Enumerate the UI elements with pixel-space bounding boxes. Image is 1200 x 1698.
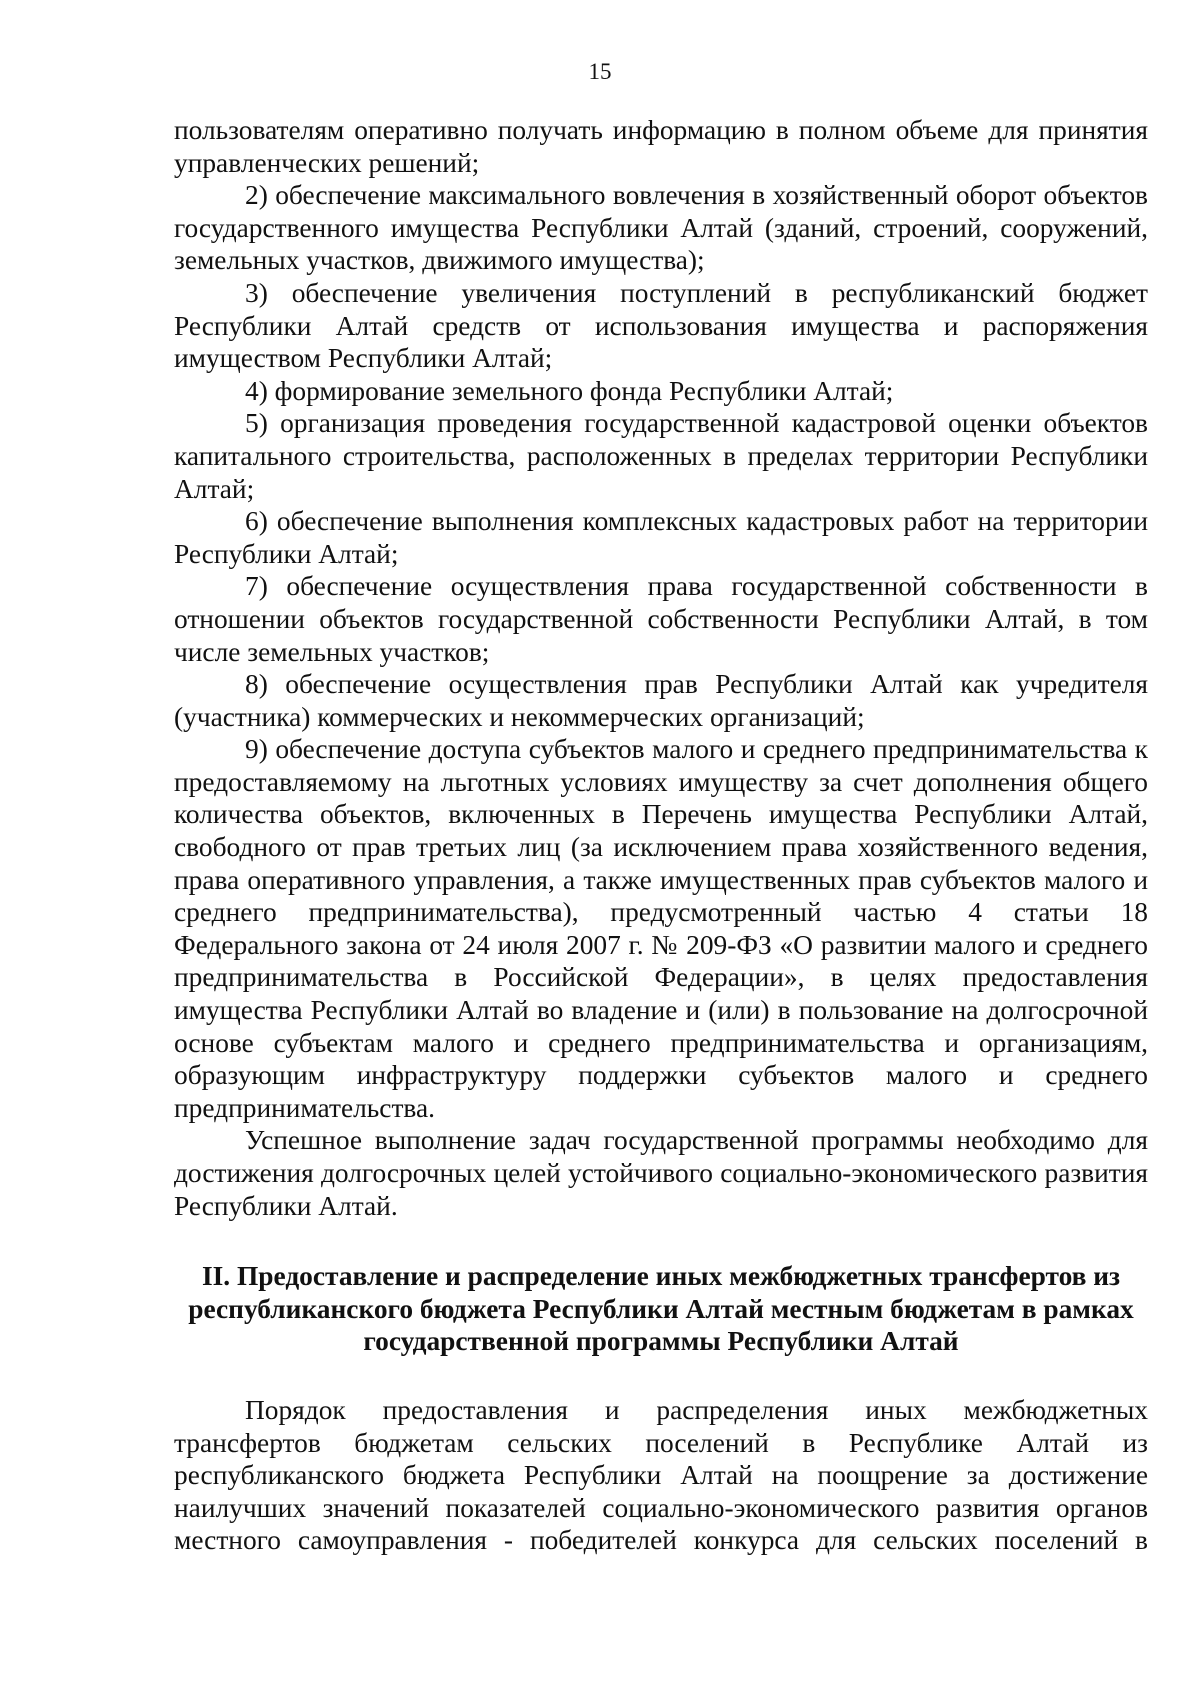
list-item-6: 6) обеспечение выполнения комплексных кадастровых работ на территории Республики Алтай; bbox=[174, 506, 1148, 569]
list-item-2: 2) обеспечение максимального вовлечения в хозяйственный оборот объектов государственного имущества Республики Алтай (зданий, строений, сооружений, земельных участков, движимого имущества); bbox=[174, 180, 1148, 276]
paragraph-continuation: пользователям оперативно получать информацию в полном объеме для принятия управленческих решений; bbox=[174, 115, 1148, 178]
list-item-4: 4) формирование земельного фонда Республики Алтай; bbox=[245, 375, 894, 406]
list-item-9: 9) обеспечение доступа субъектов малого и среднего предпринимательства к предоставляемому на льготных условиях имуществу за счет дополнения общего количества объектов, включенных в Перечень имущества Республики Алтай, свободного от прав третьих лиц (за исключением права хозяйственного ведения, права оперативного управления, а также имущественных прав субъектов малого и среднего предпринимательства), предусмотренный частью 4 статьи 18 Федерального закона от 24 июля 2007 г. № 209-ФЗ «О развитии малого и среднего предпринимательства в Российской Федерации», в целях предоставления имущества Республики Алтай во владение и (или) в пользование на долгосрочной основе субъектам малого и среднего предпринимательства и организациям, образующим инфраструктуру поддержки субъектов малого и среднего предпринимательства. bbox=[174, 734, 1148, 1123]
section-paragraph: Порядок предоставления и распределения иных межбюджетных трансфертов бюджетам сельских поселений в Республике Алтай из республиканского бюджета Республики Алтай на поощрение за достижение наилучших значений показателей социально-экономического развития органов местного самоуправления - победителей конкурса для сельских поселений в bbox=[174, 1394, 1148, 1556]
conclusion-paragraph: Успешное выполнение задач государственной программы необходимо для достижения долгосрочных целей устойчивого социально-экономического развития Республики Алтай. bbox=[174, 1125, 1148, 1221]
list-item-8: 8) обеспечение осуществления прав Республики Алтай как учредителя (участника) коммерческих и некоммерческих организаций; bbox=[174, 669, 1148, 732]
list-item-3: 3) обеспечение увеличения поступлений в республиканский бюджет Республики Алтай средств от использования имущества и распоряжения имуществом Республики Алтай; bbox=[174, 277, 1148, 374]
page-number: 15 bbox=[588, 59, 612, 84]
section-heading: II. Предоставление и распределение иных межбюджетных трансфертов из республиканского бюджета Республики Алтай местным бюджетам в рамках государственной программы Республики Алтай bbox=[188, 1261, 1134, 1357]
document-body bbox=[174, 114, 1148, 1557]
list-item-5: 5) организация проведения государственной кадастровой оценки объектов капитального строительства, расположенных в пределах территории Республики Алтай; bbox=[174, 408, 1148, 504]
list-item-7: 7) обеспечение осуществления права государственной собственности в отношении объектов государственной собственности Республики Алтай, в том числе земельных участков; bbox=[174, 571, 1148, 667]
